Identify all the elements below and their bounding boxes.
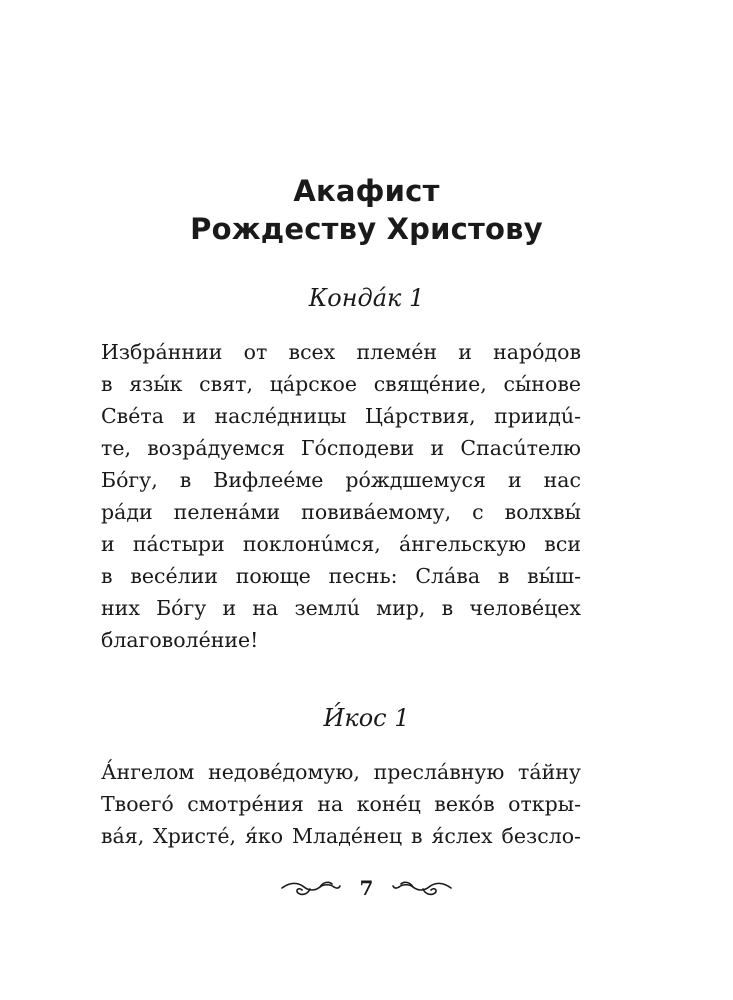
text-line: них Бо́гу и на землú мир, в челове́цех	[101, 596, 581, 620]
text-line: А́нгелом недове́домую, пресла́вную та́йну	[101, 760, 581, 784]
ikos-heading: И́кос 1	[323, 704, 410, 732]
text-line: Твоего́ смотре́ния на коне́ц веко́в откры-	[101, 792, 581, 816]
text-line: ва́я, Христе́, я́ко Младе́нец в я́слех безсло-	[101, 824, 581, 848]
text-line: в весе́лии поюще песнь: Сла́ва в вы́ш-	[101, 564, 581, 588]
kondak-heading: Конда́к 1	[308, 284, 425, 312]
flourish-right-icon	[391, 878, 453, 898]
title-line-2: Рождеству Христову	[190, 212, 543, 246]
title-line-1: Акафист	[293, 174, 440, 208]
text-line: в язы́к свят, ца́рское свяще́ние, сы́нове	[101, 372, 581, 396]
text-line: Бо́гу, в Вифлее́ме ро́ждшемуся и нас	[101, 468, 581, 492]
page-footer	[0, 872, 733, 904]
page-title	[0, 172, 733, 248]
text-line: Све́та и насле́дницы Ца́рствия, приидú-	[101, 404, 581, 428]
text-line: благоволе́ние!	[101, 628, 259, 652]
text-line: те, возра́дуемся Го́сподеви и Спасúтелю	[101, 436, 581, 460]
ikos-paragraph	[101, 756, 581, 852]
text-line: и па́стыри поклонúмся, а́нгельскую вси	[101, 532, 581, 556]
kondak-paragraph	[101, 336, 581, 656]
page-number: 7	[359, 876, 374, 900]
flourish-left-icon	[280, 878, 342, 898]
text-line: ра́ди пелена́ми повива́емому, с волхвы́	[101, 500, 581, 524]
text-line: Избра́ннии от всех племе́н и наро́дов	[101, 340, 581, 364]
